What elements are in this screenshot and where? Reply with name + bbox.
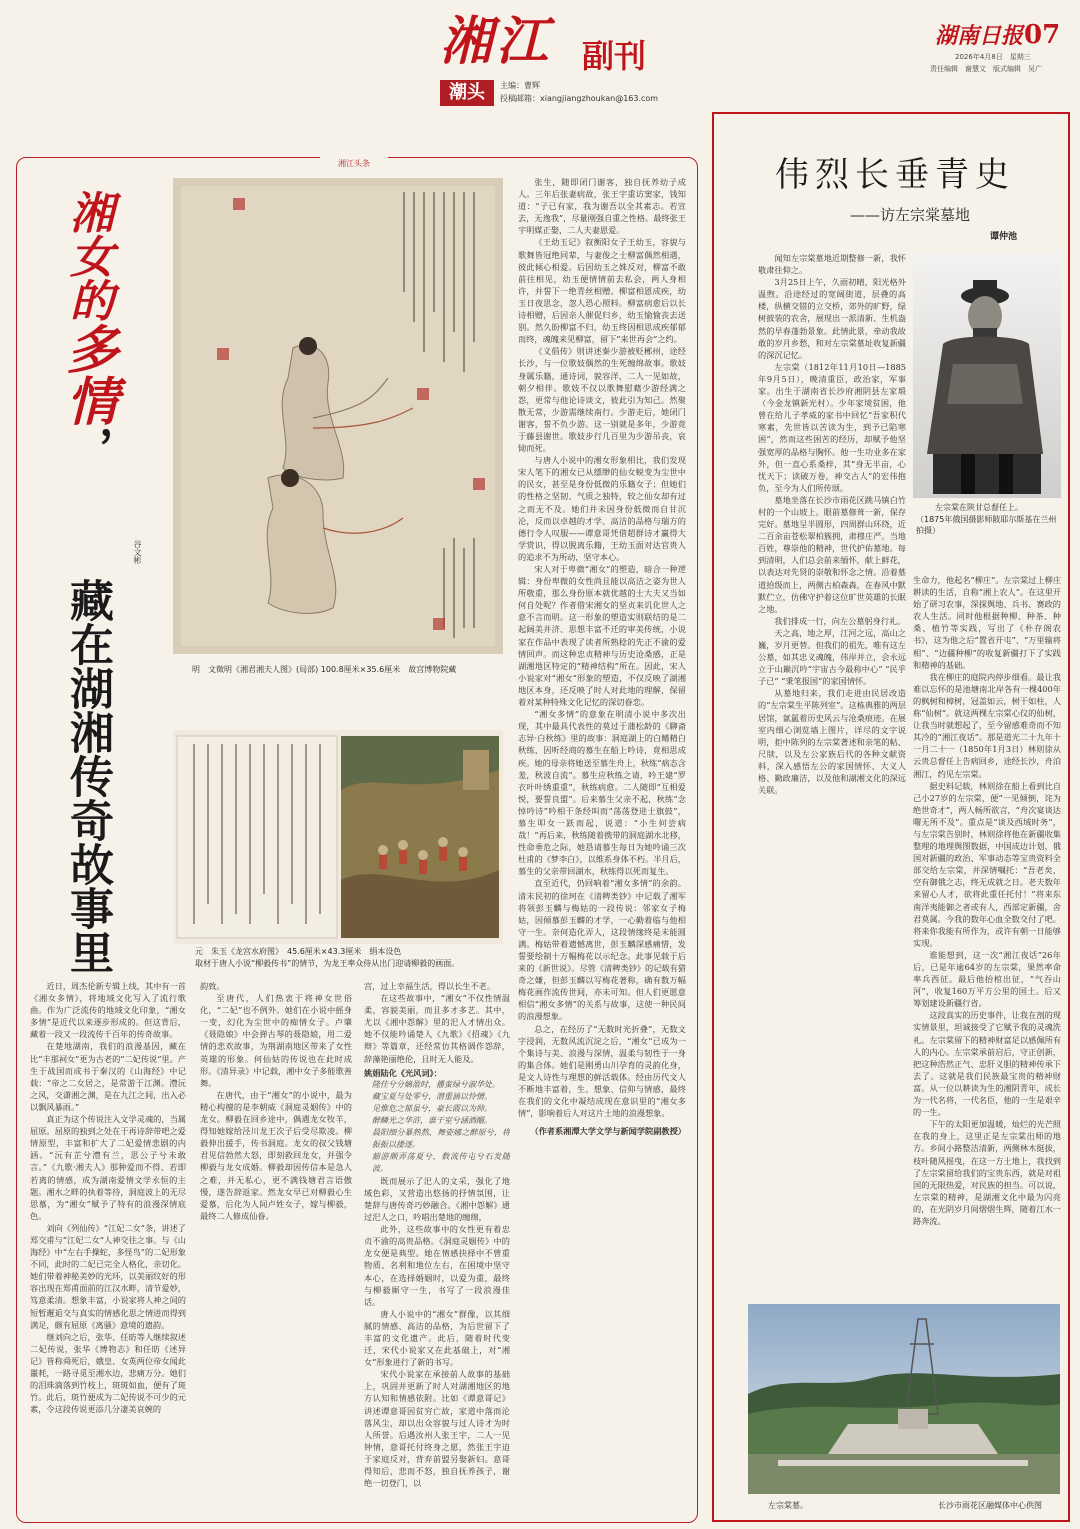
paragraph: 唐人小说中的“湘女”群像，以其细腻的情感、高洁的品格，为后世留下了丰富的文化遗产。此后，随着时代变迁，宋代小说家又在此基础上，对“湘女”形象进行了新的书写。 (364, 1308, 510, 1368)
paper-logo: 湖南日报 (935, 23, 1024, 49)
masthead (0, 0, 1080, 122)
paragraph: 我在柳庄的庭院内停步细看。最让我难以忘怀的是池塘南北岸各有一棵400年的枫树和樟树，冠盖如云，树干如柱，人称“仙树”。就这两棵左宗棠心仪的仙树，让我当时就想起了，至今留感难奇而不知其冷的“湘江夜话”。那是道光二十九年十一月二十一（1850年1月3日）林则徐从云贵总督任上告病回乡，途经长沙，舟泊湘江，约见左宗棠。 (913, 671, 1061, 779)
poem-line: 醉鳞光之华浒，谁干室兮涵酒醑。 (372, 1115, 492, 1125)
left-article-right-column (518, 176, 686, 1494)
paragraph: 近日，周杰伦新专辑上线，其中有一首《湘女多情》，将地域文化写入了流行歌曲。作为广泛流传的地域文化印象，“湘女多情”是近代以来逐步形成的。但这背后，藏着一段又一段流传千百年的传奇故事。 (30, 981, 186, 1040)
paragraph: 宋代小说家在承接前人故事的基础上，巩固并更新了时人对湖湘地区的地方认知和情感依附。比如《谭意哥记》讲述谭意哥因贫穷亡故，家道中落而沦落风尘，却以出众容貌与过人诗才为时人所誉。后遇汝州人张王宇，二人一见钟情，意哥托付终身之愿，然张王宇迫于家庭反对，背弃前盟另娶新妇。意哥得知后，悲而不怒，独自抚养孩子，谢绝一切登门，以 (364, 1369, 510, 1489)
portrait-art (913, 254, 1061, 498)
paragraph: 直至近代，仍回响着“湘女多情”的余韵。清末民初的徐珂在《清稗类钞》中记载了湘军将领彭玉麟与梅姑的一段传说：邻家女子梅姑，因倾慕彭玉麟的才学，一心勤着临与他相守一生。奈何造化弄人，这段情缘终是未能圆满。梅姑带着遗憾离世，彭玉麟深感痛惜，发誓要绘制十万幅梅花以示纪念。此事见载于后来的《新世说》。尽管《清稗类钞》的记载有猎奇之嫌，但彭玉麟以写梅花著称，确有数万幅梅花画作流传世间，亦未可知。但人们更愿意相信“湘女多情”的关系与故事，这使一种民间的浪漫想象。 (518, 878, 686, 1022)
paragraph: 韵致。 (200, 981, 225, 991)
section-title-big: 湘江 (440, 11, 553, 72)
painting-longgong (173, 730, 503, 944)
tomb-photo-credit: 长沙市雨花区融媒体中心供图 (938, 1501, 1042, 1510)
right-article-title: 伟烈长垂青史 (775, 155, 1015, 195)
paragraph: “湘女多情”的意象在明清小说中多次出现，其中最具代表性的莫过于蒲松龄的《聊斋志异·白秋练》里的故事：洞庭湖上的白鳍精白秋练，因听经商的慕生在船上吟诗，竟相思成疾。她的母亲将她送至慕生舟上，秋练“病态含羞，秋波自流”。慕生应秋练之请，吟王建“罗衣叶叶绣重重”，秋练病愈。二人随即“互相爱悦，要誓良盟”。后来慕生父亲不起，秋练“念悼吟诗”吟相干条经叫而“荡荡登进士旗鼓”，慕生叩女一跃而起，说道：“小生何尝病哉！”再后来，秋练随着携带的洞庭湖水北移，性命垂危之际，她恳请慕生每日为她吟诵三次杜甫的《梦李白》，以维系身体不朽。半月后，慕生的父亲带回湖水，秋练得以死而复生。 (518, 709, 686, 877)
headline-part1: 湘女的 (62, 190, 113, 322)
right-article-col-1 (758, 252, 906, 1294)
portrait-zuo-zongtang (913, 254, 1061, 498)
paragraph: 这段真实的历史事件，让我在剖的现实情景里，坦诚接受了它赋予我的灵魂洗礼。左宗棠留下的精神财富足以感佩所有人的内心。左宗棠承前启后，守正创新，把这种浩然正气、忠肝义胆的精神传承下去了。这就是我们民族最宝贵的精神财富。从一位以耕读为生的湘阴青年，成长为一代名将，一代名臣，他的一生是艰辛的一生。 (913, 1010, 1061, 1118)
paragraph: 在唐代，由于“湘女”的小说中，最为精心构擅的是李朝威《洞庭灵姻传》中的龙女。柳毅在回乡途中，偶遇龙女牧羊，得知她嫁给泾川龙王次子后受尽欺凌。柳毅伸出援手，传书洞庭。龙女的叔父钱塘君见信勃然大怒，即刻救回龙女，并强令柳毅与龙女成婚。柳毅却因传信本是急人之难，并无私心，更不满钱塘君言语傲慢，遂告辞返家。然龙女早已对柳毅心生爱慕，后化为人间卢姓女子，嫁与柳毅，最终二人修成仙眷。 (200, 1089, 352, 1221)
paragraph: 张生，随即闭门谢客，独自抚养幼子成人。三年后张妻病故，张王宇重访窦家，钱知道：“子已有家，我为谢吾以全其素志。若宣去，无逸我”，尽量刚强自重之性格。最终张王宇明媒正娶，二人夫妻恩爱。 (518, 177, 686, 236)
painting-longgong-caption-2: 取材于唐人小说“柳毅传书”的情节，为龙王率众侍从出门迎请柳毅的画面。 (195, 959, 460, 968)
right-article-author: 谭仲池 (990, 232, 1018, 242)
painting-longgong-art (173, 730, 503, 944)
paragraph: 在楚地湖南，我们的浪漫基因，藏在比“丰那祠女”更为古老的“二妃传说”里。产生于战国而成书于秦汉的《山海经》中记载：“帝之二女居之，是常游于江渊。澧沅之风，交潇湘之渊，是在九江之间，出入必以飘风暴雨。” (30, 1041, 186, 1112)
paragraph: 宋人对于卑微“湘女”的塑造，暗合一种逻辑：身份卑微的女性尚且能以高洁之姿为世人所敬重，那么身份原本就优越的士大夫又当如何自处呢？作者借宋湘女的坚贞来讥化世人之意不言而明。这一形象的塑造实则联结的是二起阔美并济、思想丰富不迁的审美传统，小说家在作品中表现了读者所熟稔的先正不渝的爱情回声。而这种忠贞精神与历史沧桑感，正是湖湘地区特定的“精神结构”所在。因此，宋人小说家对“湘女”形象的塑造，不仅反映了湖湘地区本身，还反映了时人对此地的理解，保留着对某种特殊文化记忆的深切眷恋。 (518, 564, 686, 708)
poem-line: 隆佳兮分嫡盈时，播蛮绿兮淑华处。 (372, 1079, 500, 1089)
tag-label: 湘江头条 (338, 159, 370, 168)
paragraph: 从墓地归来，我们走进由民居改造的“左宗棠生平陈列室”。这栋典雅的两层居馆，氤氲着历史风云与沧桑痕迹。在展室内细心浏览墙上图片，详尽的文字说明，拒中陈列的左宗棠著述和亲笔的帖、尺牍，以及左公家族后代的各种文献资料，深入感悟左公的家国情怀、大义人格、勤政廉洁，以及他和湖湘文化的深远关联。 (758, 688, 906, 796)
section-title-small: 副刊 (582, 37, 647, 75)
right-article-col-2 (913, 574, 1061, 1294)
paragraph: 总之，在经历了“无数时光折叠”，无数文字浸润，无数风流沉淀之后，“湘女”已成为一个集诗与美、浪漫与深情，温柔与韧性于一身的集合体。她们是刚勇山川孕育的灵韵化身，是文人诗性与理想的鲜活载体。经由历代文人不断地丰富着，生、想象、信仰与情感，最终在我们的文化中凝结成现在意识里的“湘女多情”，影响着后人对这片土地的浪漫想象。 (518, 1023, 686, 1119)
byline: 谷文彬 (133, 540, 142, 564)
paragraph: 与唐人小说中的湘女形象相比，我们发现宋人笔下的湘女已从缥缈的仙女蜕变为尘世中的民女，甚至是身份低微的乐籍女子；但她们的性格之坚韧、气质之独特，较之仙女却有过之而无不及。她们并未因身份低微而自甘沉沦，反而以卓越的才学、高洁的品格与瑞方的德行令人叹服——谭意哥凭借超群诗才赢得大学赏识，得以脱离乐籍，王幼玉面对达官贵人的追求不为所动，坚守本心。 (518, 455, 686, 562)
portrait-caption-2: （1875年俄国摄影师陂耶尔斯基在兰州拍摄） (916, 515, 1057, 535)
paragraph: 闻知左宗棠墓地近期整修一新，我怀敬肃往仰之。 (758, 253, 906, 276)
right-article-subtitle: ——访左宗棠墓地 (849, 206, 970, 224)
paragraph: 天之高，地之厚，江河之远，高山之巍，岁月更替。但我们的祖先，唯有这左公墓，如其忠义魂魄，伟岸并立，会永远立于山巅沉吟“宇宙古今最称中心” “民乎子已” “秉笔报国”的家国情怀。 (758, 627, 906, 687)
paragraph: 真正为这个传说注入文学灵魂的，当属屈原。屈原的独到之处在于再诗辞带吧之爱情原型，丰富和扩大了二妃爱情悲剧的内涵。“沅有芷兮澧有兰，思公子兮未敢言。”《九歌·湘夫人》那种爱而不得、若即若离的情感，成为湖南爱情文学永恒的主题。湘水之畔的执着等待，洞庭波上的无尽思慕，为“湘女”赋予了特有的浪漫深情底色。 (30, 1114, 186, 1221)
painting-longgong-caption-1: 元 朱玉《龙宫水府图》 45.6厘米×43.3厘米 绢本设色 (195, 947, 402, 956)
paragraph: 宫，过上幸福生活，得以长生不老。 (364, 981, 496, 991)
painting-xiangjun-caption: 明 文徵明《湘君湘夫人图》(局部) 100.8厘米×35.6厘米 故宫博物院藏 (192, 665, 457, 674)
paragraph: 墓地坐落在长沙市雨花区跳马镇白竹村的一个山坡上。眼前墓修葺一新，保存完好。墓地呈半圆形，四周群山环绕，近二百余亩苍松翠柏簇拥，肃穆庄严。当地百姓，尊崇他的精神，世代护佑墓地。每到清明，人们总会前来缅怀，献上鲜花，以表达对先贤的崇敬和怀念之情。沿着墓道拾级而上，两侧古柏森森，在春风中默默伫立，仿佛守护着这位旷世英雄的长眠之地。 (758, 494, 906, 614)
poem-line: 藏宝夏与处零兮，潜重滴以怜憎。 (372, 1091, 492, 1101)
paragraph: 左宗棠（1812年11月10日—1885年9月5日），晚清重臣，政治家，军事家。出生于湖南省长沙府湘阴县左家塅（今金龙镇新光村）。少年家境贫困，他曾在给儿子孝威的家书中回忆“吾家积代寒素，先世皆以苦读为生，到予已陷寒困”，然而这些困苦的经历，却赋予他坚强宽厚的品格与胸怀。他一生功业多在家外，但一直心系桑梓，其“身无半亩，心忧天下；读破万卷，神交古人”的宏伟抱负，至今为人们所传颂。 (758, 361, 906, 493)
author-credit: （作者系湘潭大学文学与新闻学院副教授） (530, 1126, 686, 1137)
painting-xiangjun (173, 178, 503, 654)
paragraph: 谁能想到，这一次“湘江夜话”26年后，已是年逾64岁的左宗棠，果然率命率兵西征。最后他抬棺出征，“气吞山河”，收复160万平方公里的国土。后又筹划建设新疆行省。 (913, 949, 1061, 1009)
editors-line: 责任编辑 谢慧文 版式编辑 吴广 (930, 65, 1042, 73)
poem-title: 姚娟陆化《光风词》： (364, 1067, 442, 1078)
paragraph: 《义倡传》则讲述秦少游被贬郴州，途经长沙，与一位歌妓偶然的生死缠绵故事。歌妓身属乐籍，通诗词，貌容洋，二人一见如故，朝夕相伴。歌妓不仅以歌舞慰藉少游经满之怨，更常与他论诗谈文，彼此引为知己。然聚散无常，少游需继续南行。少游走后，她闭门谢客，誓不负少游。这一别就是多年，少游竟于藤县谢世。歌妓步行几百里为少游吊丧，哀恸而死。 (518, 346, 686, 454)
left-article-col-2 (200, 980, 352, 1510)
paragraph: 《王幼玉记》叙衡阳女子王幼玉，容貌与歌舞皆冠绝同辈，与妻俊之士柳富偶然相遇，彼此倾心相爱。后因幼玉之姝反对，柳富不敢前往相见，幼玉便情情前去私会，两人身相许，并誓下一绝青丝相赠。柳富相恩成疾，幼玉日夜思念，忽人恐心照料。柳富病愈后以长诗相赠，后因亲人催促归乡，幼玉愉愉丧去送别。然久盼柳富不归，幼玉终因相思成疾郁郁而终，魂魄来见柳富，留下“来世再会”之约。 (518, 237, 686, 345)
paragraph: 3月25日上午，久雨初晴，阳光格外温煦。沿途经过的宽阔街道，层叠的高楼，纵横交错的立交桥，郊外的旷野，绿树披装的农舍，展现出一派清新、生机盎然的早春蓬勃景象。此情此景，牵动我故敢的岁月乡愁，和对左宗棠墓址收复新疆的深沉记忆。 (758, 277, 906, 360)
painting-xiangjun-art (173, 178, 503, 654)
poem-line: 豁游颇弄荡夏兮，数流传屯兮石发随波。 (372, 1151, 510, 1173)
paragraph: 我们排成一行，向左公墓躬身行礼。 (774, 615, 906, 626)
paragraph: 刘向《列仙传》“江妃二女”条，讲述了郑交甫与“江妃二女”人神交往之事。与《山海经》中“左右手操蛇，多怪鸟”的二妃形象不同，此时的二妃已完全人格化，亲切化。她们带着神秘美妙的光环，以美丽纹好的形容出现在郑甫面前的江汉水畔，清节爱妙，笃意柔清。想象丰富，小说家将人神之间的短暂邂逅交与真实的情感化思之情进而得到满足，颇有屈原《离骚》意境的遗韵。 (30, 1222, 186, 1330)
paragraph: 至唐代，人们热衷于将神女世俗化，“二妃”也不例外。她们在小说中摇身一变，幻化为尘世中的痴情女子。卢肇《聂隐娘》中会弹古琴的聂隐娘，用二爱情的悲欢故事，为荆湖南地区带来了女性英雄的形象。何仙姑的传说也在此时成形。《清异录》中记载，湘中女子多能歌善舞。 (200, 993, 352, 1088)
headline-tag (320, 151, 388, 168)
paragraph: 继刘向之后，张华、任昉等人继续叙述二妃传说，张华《博物志》和任昉《述异记》皆称舜死后，娥皇、女英两位帝女闻此噩耗，一路寻觅至湘水边，悲痛万分。她们的泪珠滴落到竹枝上，斑斑如血，便有了斑竹。此后，斑竹便成为二妃传说不可少的元素，令这段传说更添几分凄美哀婉的 (30, 1331, 186, 1415)
email-line: 投稿邮箱：xiangjiangzhoukan@163.com (500, 94, 659, 103)
article-headline (57, 190, 118, 580)
page-number: 07 (1024, 20, 1061, 50)
paragraph: 生命力，他起名“柳庄”。左宗棠过上柳庄耕读的生活，自称“湘上农人”。在这里开始了研习农事，深探舆地、兵书、赛政的农人生活。同时他根据种柳、种茶、种桑、植竹等实践，写出了《朴存阁农书》，这为他之后“置省开屯”、“万里输将相”、“边疆种柳”的收复新疆打下了实践和精神的基础。 (913, 575, 1061, 670)
tomb-photo (748, 1304, 1060, 1494)
article-headline-continued: 藏在湖湘传奇故事里 (62, 578, 113, 974)
poem-block (364, 1079, 510, 1175)
date-line: 2026年4月8日 星期三 (955, 53, 1031, 61)
tomb-photo-caption: 左宗棠墓。 (768, 1501, 808, 1510)
paragraph: 在这些故事中，“湘女”不仅性情温柔，容貌美丽，而且多才多艺。其中，尤以《湘中怨解》里的汜人才情出众。她不仅能吟诵楚人《九歌》《招魂》《九辩》等篇章，还经常仿其格调作怨辞，辞藻艳丽绝伦，且时无人能及。 (364, 993, 510, 1064)
portrait-caption-1: 左宗棠在陕甘总督任上。 (935, 503, 1023, 512)
left-article-col-1 (30, 980, 186, 1510)
poem-line: 晨阳细分暴熟熬，舞姿娜之醉原兮，将振振以搂逐。 (372, 1127, 510, 1149)
left-article-col-3 (364, 980, 510, 1510)
headline-comma: ， (62, 426, 113, 470)
paragraph: 据史料记载，林则徐在船上看到比自己小27岁的左宗棠，便“一见倾倒，诧为绝世奇才”，两人畅所欲言，“舟次宴谈达曙无所不及”。重点是“谈及西域时务”，与左宗棠告别时，林则徐将他在新疆收集整理的地理舆图数据，中国成边计划，俄国对新疆的政治、军事动态等宝贵资料全部交给左宗棠，并深情嘱托：“吾老矣，空有御俄之志，终无成就之日。老夫数年来留心人才，欲将此重任托付！”将来东南洋夷能御之者或有人，西部定新疆，舍君莫属。今我的数年心血全数交付了吧。将来你我能有所作为，或许有朝一日能够实现。 (913, 780, 1061, 948)
paragraph: 既而展示了汜人的文采，强化了地域色彩，又营造出悠扬的抒情氛围，让楚辞与唐传奇巧妙融合。《湘中怨解》通过汜人之口，吟唱出楚地的缠绵， (364, 1175, 510, 1223)
paragraph: 下午的太阳更加温暖，灿烂的光芒照在我的身上，这里正是左宗棠出师的地方。乡间小路整洁清新，两侧林木挺拔，枝叶随风摇曳，在这一方土地上，我找到了左宗棠留给我们的宝贵东西，就是对祖国的无限热爱，对民族的担当。可以说，左宗棠的精神，是湖湘文化中最为闪亮的，在光阴岁月间熠熠生辉，随着江水一路奔流。 (913, 1119, 1061, 1226)
poem-line: 见惟危之郁虽兮，豪长霞以为帅。 (372, 1103, 492, 1113)
headline-part2: 多情 (57, 322, 118, 426)
editor-line: 主编：曹辉 (500, 81, 540, 90)
tomb-photo-art (748, 1304, 1060, 1494)
paragraph: 此外，这些故事中的女性更有着忠贞不渝的高贵品格。《洞庭灵姻传》中的龙女便是典型。她在情感抉择中不曾重物质、名利和地位左右，在困境中坚守本心，在选择婚姻时，以爱为重，最终与柳毅厮守一生，书写了一段浪漫佳话。 (364, 1224, 510, 1307)
column-badge: 潮头 (440, 80, 494, 106)
